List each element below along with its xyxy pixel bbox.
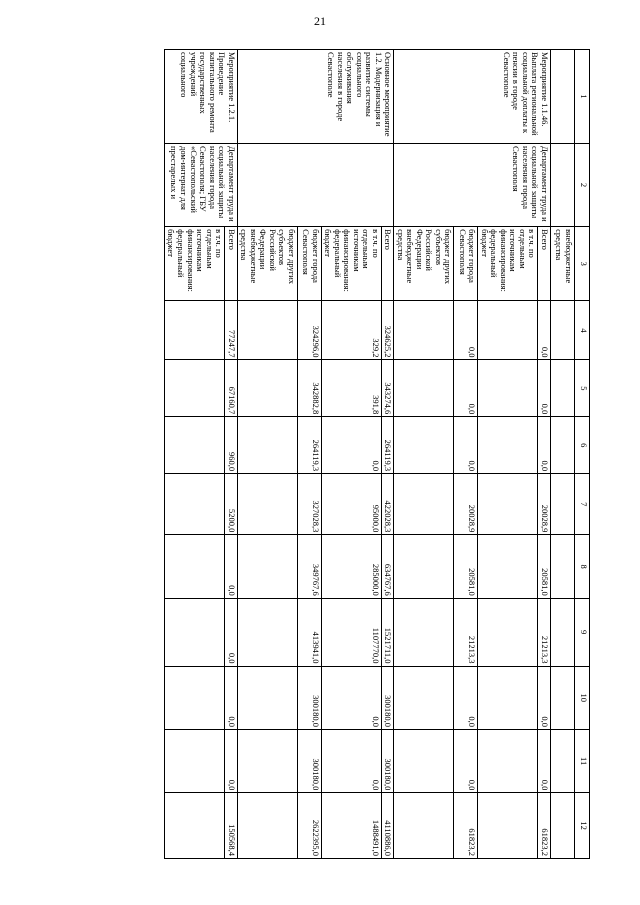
value-cell: 300180,0	[381, 729, 394, 792]
value-cell	[551, 729, 575, 792]
source-cell: бюджет других субъектов Российской Федерации внебюджетные средства	[394, 227, 454, 301]
value-cell: 1488491,0	[321, 793, 381, 859]
value-cell: 413941,0	[297, 598, 321, 666]
value-cell	[237, 360, 297, 417]
executor-cell	[237, 144, 394, 227]
value-cell	[478, 535, 538, 598]
value-cell: 0,0	[454, 729, 478, 792]
value-cell	[478, 729, 538, 792]
value-cell: 1107770,0	[321, 598, 381, 666]
value-cell: 300180,0	[297, 666, 321, 729]
source-cell: бюджет города Севастополя	[297, 227, 321, 301]
value-cell: 422028,3	[381, 474, 394, 535]
measure-cell	[551, 50, 575, 144]
value-cell: 0,0	[538, 417, 551, 474]
value-cell: 20581,0	[454, 535, 478, 598]
value-cell	[237, 301, 297, 360]
value-cell	[237, 417, 297, 474]
executor-cell	[551, 144, 575, 227]
value-cell	[478, 793, 538, 859]
value-cell: 4110886,0	[381, 793, 394, 859]
value-cell: 0,0	[454, 360, 478, 417]
value-cell: 67160,7	[225, 360, 238, 417]
value-cell: 349767,6	[297, 535, 321, 598]
value-cell: 0,0	[454, 417, 478, 474]
value-cell	[478, 360, 538, 417]
value-cell: 960,0	[225, 417, 238, 474]
header-cell: 9	[575, 598, 590, 666]
header-cell: 5	[575, 360, 590, 417]
value-cell	[164, 793, 224, 859]
value-cell	[478, 474, 538, 535]
value-cell: 0,0	[225, 535, 238, 598]
value-cell	[237, 729, 297, 792]
measure-cell: Мероприятие 1.2.1. Проведение капитального ремонта государственных учреждений социального	[164, 50, 237, 144]
executor-cell: Департамент труда и социальной защиты населения города Севастополя	[394, 144, 551, 227]
value-cell: 0,0	[321, 666, 381, 729]
value-cell: 95000,0	[321, 474, 381, 535]
executor-cell: Департамент труда и социальной защиты населения города Севастополя; ГБУ «Севастопольский дом-интернат для престарелых и	[164, 144, 237, 227]
header-cell: 12	[575, 793, 590, 859]
value-cell	[394, 666, 454, 729]
value-cell	[551, 666, 575, 729]
value-cell: 21213,3	[454, 598, 478, 666]
value-cell	[237, 793, 297, 859]
value-cell: 20581,0	[538, 535, 551, 598]
value-cell	[164, 729, 224, 792]
value-cell	[551, 417, 575, 474]
table-row	[381, 50, 394, 859]
rotated-table-container	[98, 49, 590, 859]
value-cell	[394, 417, 454, 474]
value-cell: 0,0	[225, 598, 238, 666]
value-cell: 285000,0	[321, 535, 381, 598]
value-cell: 0,0	[538, 729, 551, 792]
value-cell	[237, 535, 297, 598]
value-cell: 264119,3	[381, 417, 394, 474]
table-row	[225, 50, 238, 859]
value-cell: 324296,0	[297, 301, 321, 360]
source-cell: в т.ч. по отдельным источникам финансирования: федеральный бюджет	[164, 227, 224, 301]
value-cell	[394, 729, 454, 792]
header-cell: 10	[575, 666, 590, 729]
value-cell	[551, 535, 575, 598]
value-cell	[164, 598, 224, 666]
header-cell: 11	[575, 729, 590, 792]
value-cell: 20028,9	[538, 474, 551, 535]
value-cell: 21213,3	[538, 598, 551, 666]
header-cell: 8	[575, 535, 590, 598]
source-cell: внебюджетные средства	[551, 227, 575, 301]
value-cell: 0,0	[538, 360, 551, 417]
value-cell: 1521711,0	[381, 598, 394, 666]
measure-cell: Основное мероприятие 1.2. Модернизация и развитие системы социального обслуживания населения в городе Севастополе	[237, 50, 394, 144]
value-cell: 343274,6	[381, 360, 394, 417]
value-cell: 0,0	[454, 301, 478, 360]
header-cell: 2	[575, 144, 590, 227]
value-cell	[164, 666, 224, 729]
page-number: 21	[314, 14, 326, 28]
value-cell	[394, 793, 454, 859]
source-cell: Всего	[538, 227, 551, 301]
rotated-table	[98, 49, 590, 859]
value-cell	[551, 301, 575, 360]
value-cell: 0,0	[225, 729, 238, 792]
table-row	[551, 50, 575, 859]
value-cell: 300180,0	[297, 729, 321, 792]
value-cell	[164, 417, 224, 474]
source-cell: бюджет города Севастополя	[454, 227, 478, 301]
value-cell	[478, 417, 538, 474]
value-cell	[164, 301, 224, 360]
source-cell: в т.ч. по отдельным источникам финансирования: федеральный бюджет	[321, 227, 381, 301]
source-cell: в т.ч. по отдельным источникам финансирования: федеральный бюджет	[478, 227, 538, 301]
header-cell: 3	[575, 227, 590, 301]
value-cell: 329,2	[321, 301, 381, 360]
value-cell: 20028,9	[454, 474, 478, 535]
value-cell: 327028,3	[297, 474, 321, 535]
header-row	[575, 50, 590, 859]
source-cell: Всего	[381, 227, 394, 301]
value-cell: 0,0	[321, 729, 381, 792]
value-cell	[237, 474, 297, 535]
value-cell: 150568,4	[225, 793, 238, 859]
source-cell: Всего	[225, 227, 238, 301]
value-cell: 0,0	[454, 666, 478, 729]
value-cell: 391,8	[321, 360, 381, 417]
value-cell	[164, 474, 224, 535]
value-cell: 5200,0	[225, 474, 238, 535]
header-cell: 6	[575, 417, 590, 474]
value-cell: 77247,7	[225, 301, 238, 360]
value-cell	[237, 666, 297, 729]
value-cell: 342882,8	[297, 360, 321, 417]
header-cell: 4	[575, 301, 590, 360]
value-cell	[164, 535, 224, 598]
value-cell: 61823,2	[538, 793, 551, 859]
value-cell	[478, 598, 538, 666]
value-cell: 2622395,0	[297, 793, 321, 859]
header-cell: 1	[575, 50, 590, 144]
value-cell	[478, 666, 538, 729]
value-cell: 0,0	[538, 666, 551, 729]
source-cell: бюджет других субъектов Российской Федерации внебюджетные средства	[237, 227, 297, 301]
financing-table	[164, 49, 590, 859]
measure-cell: Мероприятие 1.1.46. Выплата региональной социальной доплаты к пенсии в городе Севастополе	[394, 50, 551, 144]
value-cell: 324625,2	[381, 301, 394, 360]
table-row	[538, 50, 551, 859]
value-cell	[394, 598, 454, 666]
value-cell: 300180,0	[381, 666, 394, 729]
value-cell: 0,0	[321, 417, 381, 474]
value-cell	[551, 474, 575, 535]
value-cell: 264119,3	[297, 417, 321, 474]
value-cell: 0,0	[225, 666, 238, 729]
value-cell: 61823,2	[454, 793, 478, 859]
value-cell	[394, 535, 454, 598]
value-cell	[164, 360, 224, 417]
value-cell	[551, 793, 575, 859]
value-cell	[551, 360, 575, 417]
value-cell	[394, 360, 454, 417]
value-cell	[237, 598, 297, 666]
header-cell: 7	[575, 474, 590, 535]
value-cell: 0,0	[538, 301, 551, 360]
value-cell	[394, 301, 454, 360]
value-cell	[478, 301, 538, 360]
value-cell	[551, 598, 575, 666]
value-cell	[394, 474, 454, 535]
value-cell: 634767,6	[381, 535, 394, 598]
